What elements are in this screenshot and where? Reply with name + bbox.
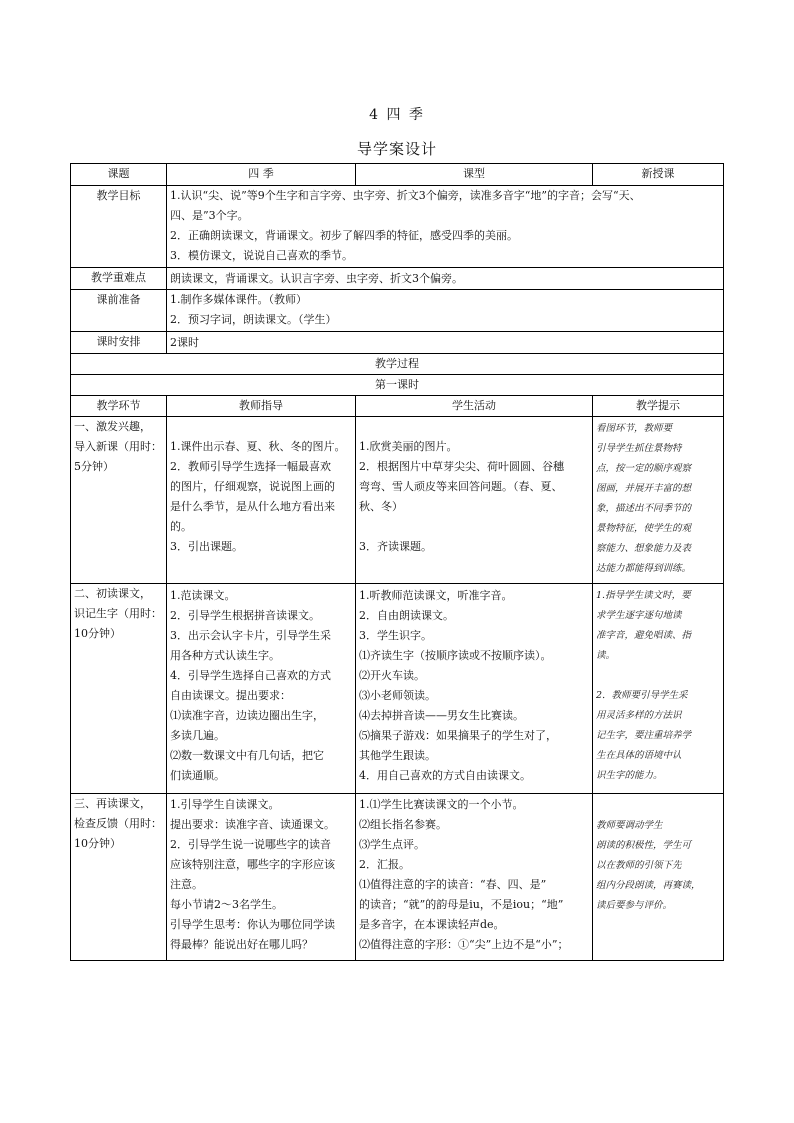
column-header-row [71,396,724,417]
teaching-tip [593,417,724,584]
teacher-line: 3．出示会认字卡片，引导学生采 [170,629,331,642]
tip-line: 求学生逐字逐句地读 [596,610,682,621]
tip-line: 象，描述出不同季节的 [596,503,692,514]
teacher-line: 2．引导学生说一说哪些字的读音 [170,838,331,851]
student-line [359,517,589,537]
student-line: ⑸摘果子游戏：如果摘果子的学生对了， [359,729,557,742]
lesson-plan-table [70,163,724,961]
teacher-line: 是什么季节，是从什么地方看出来 [170,500,335,513]
teacher-line: 用各种方式认读生字。 [170,649,280,662]
goal-line: 四、是”3个字。 [170,209,249,222]
teacher-line: 的图片，仔细观察，说说图上画的 [170,480,335,493]
teacher-line: 应该特别注意，哪些字的字形应该 [170,858,335,871]
student-line: 1.⑴学生比赛读课文的一个小节。 [359,798,524,811]
tip-line: 读后要参与评价。 [596,900,673,911]
student-activity [356,584,593,794]
lesson-type-value: 新授课 [593,164,724,186]
column-header-tip: 教学提示 [593,396,724,417]
teaching-tip [593,794,724,961]
student-line: 弯弯、雪人顽皮等来回答问题。（春、夏、 [359,480,563,493]
stage-line: 二、初读课文， [74,587,151,600]
teacher-line: 自由读课文。提出要求： [170,689,291,702]
student-line: 3．学生识字。 [359,629,432,642]
schedule-row [71,332,724,354]
goals-row [71,186,724,268]
stage-line: 导入新课（用时： [74,440,162,453]
tip-line: 看图环节，教师要 [596,423,673,434]
stage-name [71,584,167,794]
stage-line: 一、激发兴趣， [74,420,151,433]
prep-row [71,290,724,332]
student-line: ⑵组长指名参赛。 [359,818,447,831]
student-line: ⑷去掉拼音读——男女生比赛读。 [359,709,524,722]
schedule-content: 2课时 [167,332,724,354]
teacher-line: 1.课件出示春、夏、秋、冬的图片。 [170,440,346,453]
student-activity [356,417,593,584]
prep-line: 2．预习字词，朗读课文。（学生） [170,313,337,326]
student-line: 2．根据图片中草芽尖尖、荷叶圆圆、谷穗 [359,460,564,473]
tip-line [596,666,720,686]
stage-row-2 [71,584,724,794]
tip-line: 1.指导学生读文时，要 [596,590,691,601]
student-line: 秋、冬） [359,500,403,513]
prep-label: 课前准备 [71,290,167,332]
teacher-line: 注意。 [170,878,203,891]
teacher-line: 2．教师引导学生选择一幅最喜欢 [170,460,331,473]
process-title-row [71,354,724,375]
teacher-line: ⑴读准字音，边读边圈出生字， [170,709,324,722]
goal-line: 2．正确朗读课文，背诵课文。初步了解四季的特征，感受四季的美丽。 [170,229,518,242]
goal-line: 1.认识“尖、说”等9个生字和言字旁、虫字旁、折文3个偏旁，读准多音字“地”的字音；会写“天、 [170,189,641,202]
stage-line: 10分钟） [74,627,121,640]
tip-line: 准字音，避免唱读、指 [596,630,692,641]
student-line: ⑴齐读生字（按顺序读或不按顺序读）。 [359,649,552,662]
first-lesson-title: 第一课时 [71,375,724,396]
teacher-line: ⑵数一数课文中有几句话，把它 [170,749,324,762]
tip-line: 图画，并展开丰富的想 [596,483,692,494]
tip-line: 组内分段朗读，再赛读， [596,880,701,891]
stage-name [71,794,167,961]
tip-line: 点，按一定的顺序观察 [596,463,692,474]
tip-line: 生在具体的语境中认 [596,750,682,761]
teacher-guidance [167,417,356,584]
teacher-line: 3．引出课题。 [170,540,243,553]
student-line: 其他学生跟读。 [359,749,436,762]
teacher-line: 1.范读课文。 [170,589,236,602]
goals-label: 教学目标 [71,186,167,268]
tip-line: 朗读的积极性，学生可 [596,840,692,851]
topic-value: 四 季 [167,164,356,186]
topic-label: 课题 [71,164,167,186]
tip-line: 景物特征，使学生的观 [596,523,692,534]
teacher-guidance [167,584,356,794]
goals-content [167,186,724,268]
student-line: 2．自由朗读课文。 [359,609,454,622]
teacher-line: 多读几遍。 [170,729,225,742]
keypoints-content: 朗读课文，背诵课文。认识言字旁、虫字旁、折文3个偏旁。 [167,268,724,290]
student-line: 1.听教师范读课文，听准字音。 [359,589,513,602]
column-header-teacher: 教师指导 [167,396,356,417]
teacher-line: 2．引导学生根据拼音读课文。 [170,609,320,622]
column-header-stage: 教学环节 [71,396,167,417]
teacher-line: 们读通顺。 [170,769,225,782]
student-line: ⑶学生点评。 [359,838,425,851]
tip-line [596,796,720,816]
teacher-guidance [167,794,356,961]
student-line: 3．齐读课题。 [359,540,432,553]
keypoints-label: 教学重难点 [71,268,167,290]
stage-line: 10分钟） [74,837,121,850]
keypoints-row [71,268,724,290]
tip-line: 达能力都能得到训练。 [596,563,692,574]
teacher-line: 引导学生思考：你认为哪位同学读 [170,918,335,931]
stage-line: 三、再读课文， [74,797,151,810]
teacher-line: 4．引导学生选择自己喜欢的方式 [170,669,331,682]
lesson-title: 4 四 季 [369,107,425,123]
teacher-line: 每小节请2～3名学生。 [170,898,283,911]
lesson-type-label: 课型 [356,164,593,186]
student-line: 4．用自己喜欢的方式自由读课文。 [359,769,531,782]
stage-line: 识记生字（用时： [74,607,162,620]
stage-line: 检查反馈（用时： [74,817,162,830]
tip-line: 以在教师的引领下先 [596,860,682,871]
teacher-line: 得最棒？能说出好在哪儿吗？ [170,938,313,951]
student-line: ⑵开火车读。 [359,669,425,682]
tip-line: 教师要调动学生 [596,820,663,831]
goal-line: 3．模仿课文，说说自己喜欢的季节。 [170,249,353,262]
prep-content [167,290,724,332]
teacher-line: 的。 [170,520,192,533]
tip-line: 读。 [596,650,616,661]
student-line: ⑵值得注意的字形：①“尖”上边不是“小”； [359,938,569,951]
student-line: 的读音；“就”的韵母是iu，不是iou；“地” [359,898,564,911]
student-line: ⑶小老师领读。 [359,689,436,702]
stage-name [71,417,167,584]
schedule-label: 课时安排 [71,332,167,354]
column-header-student: 学生活动 [356,396,593,417]
teaching-tip [593,584,724,794]
prep-line: 1.制作多媒体课件。（教师） [170,293,307,306]
teacher-line: 1.引导学生自读课文。 [170,798,280,811]
tip-line: 引导学生抓住景物特 [596,443,682,454]
header-row [71,164,724,186]
tip-line: 察能力、想象能力及表 [596,543,692,554]
teacher-line: 提出要求：读准字音、读通课文。 [170,818,335,831]
stage-row-3 [71,794,724,961]
student-line: 1.欣赏美丽的图片。 [359,440,458,453]
stage-row-1 [71,417,724,584]
tip-line: 用灵活多样的方法识 [596,710,682,721]
student-line: 是多音字，在本课读轻声de。 [359,918,505,931]
student-activity [356,794,593,961]
tip-line: 识生字的能力。 [596,770,663,781]
stage-line: 5分钟） [74,460,114,473]
student-line: ⑴值得注意的字的读音：“春、四、是” [359,878,547,891]
document-subtitle: 导学案设计 [356,140,437,158]
tip-line: 2．教师要引导学生采 [596,690,688,701]
process-title: 教学过程 [71,354,724,375]
tip-line: 记生字，要注重培养学 [596,730,692,741]
first-lesson-row [71,375,724,396]
student-line: 2．汇报。 [359,858,410,871]
